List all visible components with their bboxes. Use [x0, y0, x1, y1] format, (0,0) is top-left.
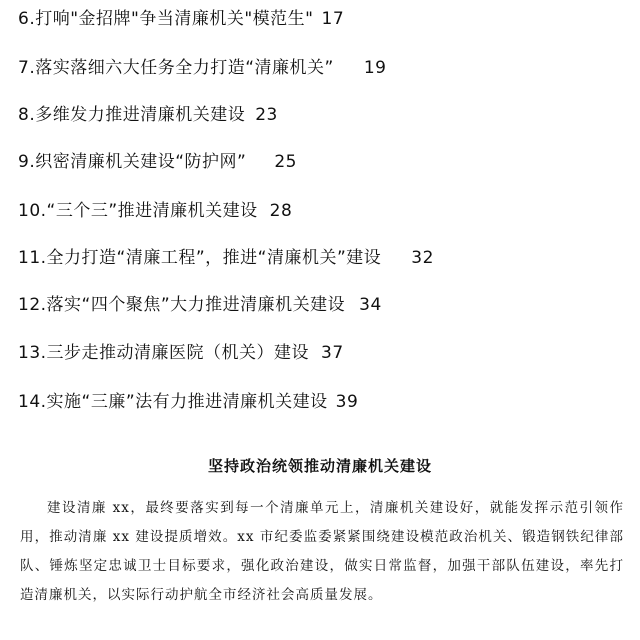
- toc-item-title: 10.“三个三”推进清廉机关建设: [18, 201, 258, 221]
- toc-item-title: 12.落实“四个聚焦”大力推进清廉机关建设: [18, 295, 346, 315]
- toc-item-page: 34: [359, 295, 382, 315]
- toc-item-title: 9.织密清廉机关建设“防护网”: [18, 152, 247, 172]
- toc-item-page: 19: [363, 58, 387, 78]
- toc-item-page: 25: [274, 152, 297, 172]
- article-title: 坚持政治统领推动清廉机关建设: [207, 457, 432, 475]
- toc-item: [18, 196, 292, 226]
- toc-item-page: 32: [411, 248, 434, 268]
- toc-item: [18, 338, 344, 368]
- toc-item-page: 39: [335, 392, 359, 412]
- toc-item-title: 11.全力打造“清廉工程”，推进“清廉机关”建设: [18, 248, 382, 268]
- toc-item: [18, 147, 297, 177]
- toc-item-title: 14.实施“三廉”法有力推进清廉机关建设: [18, 392, 328, 412]
- toc-item-title: 8.多维发力推进清廉机关建设: [18, 105, 246, 125]
- toc-item-title: 6.打响"金招牌"争当清廉机关"模范生": [18, 9, 314, 29]
- toc-item: [18, 53, 386, 83]
- toc-item-title: 13.三步走推动清廉医院（机关）建设: [18, 343, 310, 363]
- toc-item-page: 23: [255, 105, 278, 125]
- toc-item: [18, 387, 358, 417]
- toc-item: [18, 100, 278, 130]
- toc-item-title: 7.落实落细六大任务全力打造“清廉机关”: [18, 58, 334, 78]
- toc-item-page: 28: [269, 201, 293, 221]
- article-paragraph: 建设清廉 xx，最终要落实到每一个清廉单元上，清廉机关建设好，就能发挥示范引领作用，推动清廉 xx 建设提质增效。xx 市纪委监委紧紧围绕建设模范政治机关、锻造钢铁纪律部队、锤炼坚定忠诚卫士目标要求，强化政治建设，做实日常监督，加强干部队伍建设，率先打造清廉机关，以实际行动护航全市经济社会高质量发展。: [20, 500, 624, 603]
- toc-item: [18, 290, 382, 320]
- toc-item: [18, 243, 434, 273]
- toc-item-page: 37: [321, 343, 344, 363]
- toc-item: [18, 4, 344, 34]
- toc-item-page: 17: [321, 9, 345, 29]
